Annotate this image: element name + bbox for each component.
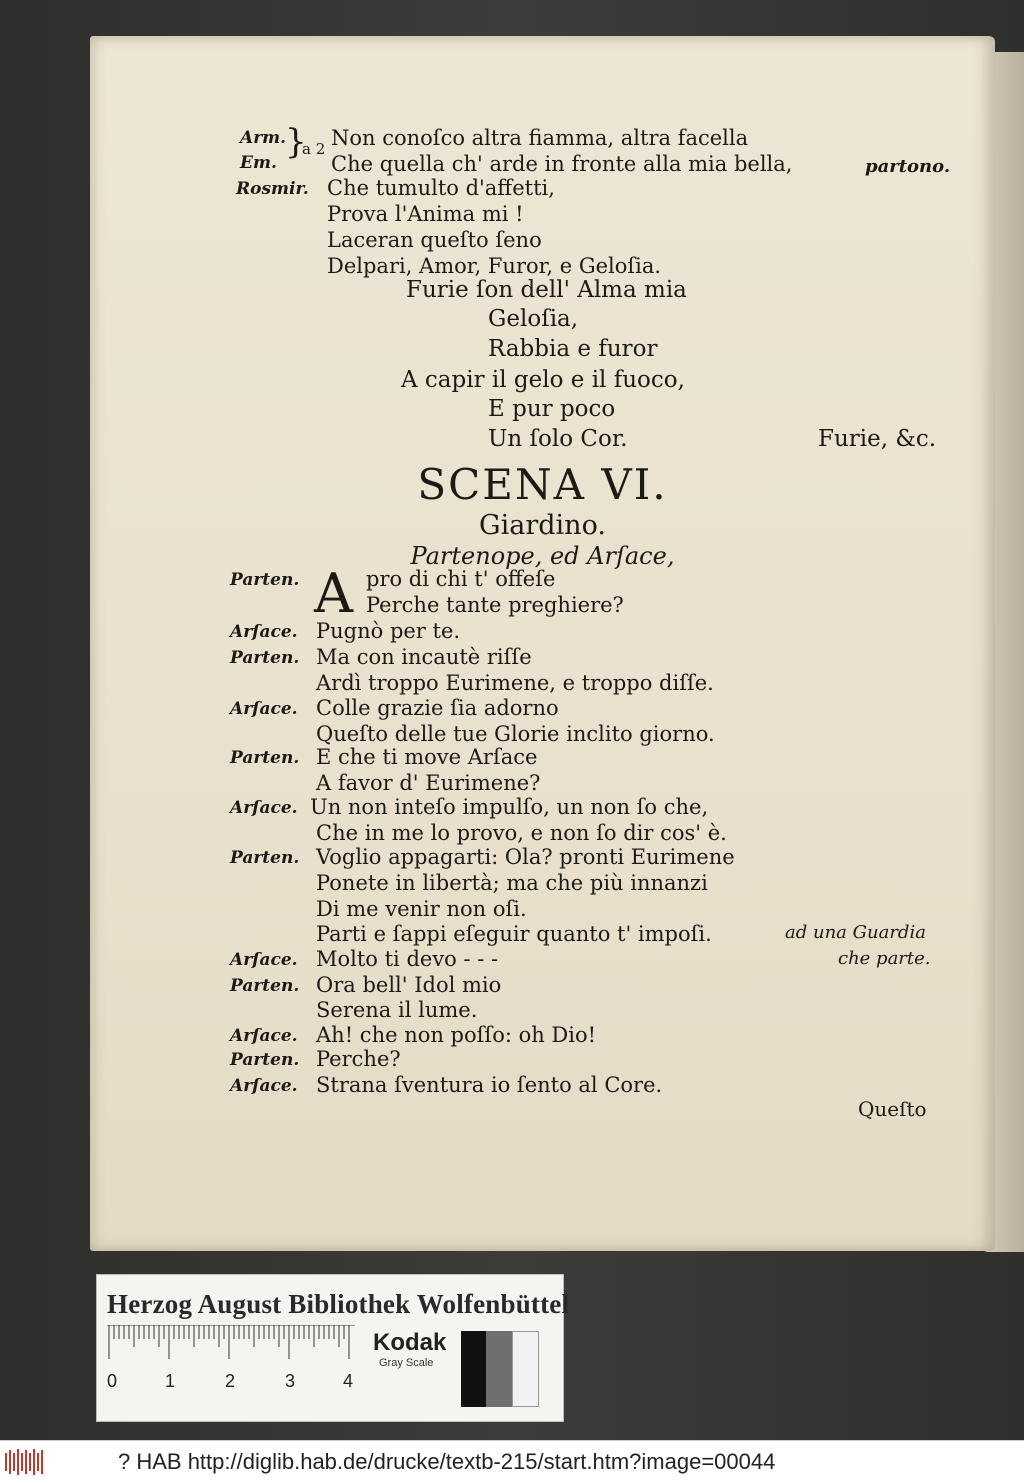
duet-marker: a 2 bbox=[302, 140, 326, 158]
dialogue-line: Ora bell' Idol mio bbox=[316, 973, 502, 997]
speaker-label: Arſace. bbox=[230, 699, 298, 719]
stage-direction: partono. bbox=[865, 156, 951, 177]
ruler-scale bbox=[107, 1325, 357, 1365]
dialogue-line: Queſto delle tue Glorie inclito giorno. bbox=[316, 722, 715, 746]
gray-swatch bbox=[486, 1331, 511, 1407]
library-name: Herzog August Bibliothek Wolfenbüttel bbox=[107, 1289, 570, 1319]
dialogue-line: Parti e ſappi eſeguir quanto t' impoſi. bbox=[316, 922, 712, 946]
source-url[interactable]: ? HAB http://diglib.hab.de/drucke/textb-215/start.htm?image=00044 bbox=[118, 1449, 776, 1474]
dialogue-line: Ma con incautè riſſe bbox=[316, 645, 532, 669]
verse-line: Laceran queſto ſeno bbox=[327, 228, 542, 252]
catchword: Queſto bbox=[858, 1097, 927, 1121]
dialogue-line: Che in me lo provo, e non ſo dir cos' è. bbox=[316, 821, 727, 845]
verse-line: Non conoſco altra fiamma, altra facella bbox=[331, 126, 749, 150]
gray-swatches bbox=[461, 1331, 539, 1407]
duet-brace: } bbox=[285, 122, 307, 162]
scale-number: 1 bbox=[165, 1371, 176, 1391]
aria-line: Geloſia, bbox=[488, 306, 579, 332]
speaker-label: Em. bbox=[240, 153, 277, 173]
black-swatch bbox=[461, 1331, 486, 1407]
scale-number: 3 bbox=[285, 1371, 296, 1391]
speaker-label: Arſace. bbox=[230, 1076, 298, 1096]
dialogue-line: Perche tante preghiere? bbox=[366, 593, 624, 617]
footer-bar bbox=[0, 1440, 1024, 1483]
aria-line: Un ſolo Cor. bbox=[488, 426, 628, 452]
scale-number: 4 bbox=[343, 1371, 354, 1391]
color-target-card bbox=[96, 1274, 570, 1422]
scene-setting: Giardino. bbox=[479, 510, 606, 541]
speaker-label: Parten. bbox=[230, 1050, 300, 1070]
speaker-label: Parten. bbox=[230, 648, 300, 668]
scene-persons: Partenope, ed Arſace, bbox=[410, 542, 675, 570]
stage-direction: che parte. bbox=[838, 948, 931, 969]
barcode-icon bbox=[4, 1447, 44, 1477]
speaker-label: Arm. bbox=[240, 128, 287, 148]
aria-line: Furie ſon dell' Alma mia bbox=[406, 277, 687, 303]
speaker-label: Parten. bbox=[230, 570, 300, 590]
aria-line: Rabbia e furor bbox=[488, 336, 658, 362]
dialogue-line: Perche? bbox=[316, 1047, 401, 1071]
dialogue-line: Ah! che non poſſo: oh Dio! bbox=[316, 1023, 597, 1047]
dialogue-line: Molto ti devo - - - bbox=[316, 947, 499, 971]
gray-scale-label: Gray Scale bbox=[379, 1357, 434, 1369]
scale-number: 2 bbox=[225, 1371, 236, 1391]
dialogue-line: Ardì troppo Eurimene, e troppo diſſe. bbox=[316, 671, 714, 695]
speaker-label: Arſace. bbox=[230, 622, 298, 642]
speaker-label: Parten. bbox=[230, 976, 300, 996]
dialogue-line: Serena il lume. bbox=[316, 998, 478, 1022]
scale-number: 0 bbox=[107, 1371, 118, 1391]
speaker-label: Parten. bbox=[230, 748, 300, 768]
dialogue-line: A favor d' Eurimene? bbox=[316, 771, 541, 795]
stage-direction: ad una Guardia bbox=[785, 922, 926, 943]
kodak-logo: Kodak bbox=[373, 1329, 447, 1356]
scene-title: SCENA VI. bbox=[417, 460, 668, 509]
verse-line: Che tumulto d'affetti, bbox=[327, 176, 555, 200]
dialogue-line: Pugnò per te. bbox=[316, 619, 461, 643]
dialogue-line: Colle grazie ſia adorno bbox=[316, 696, 559, 720]
verse-line: Prova l'Anima mi ! bbox=[327, 202, 524, 226]
dialogue-line: Di me venir non oſi. bbox=[316, 897, 527, 921]
speaker-label: Parten. bbox=[230, 848, 300, 868]
speaker-label: Arſace. bbox=[230, 798, 298, 818]
dialogue-line: E che ti move Arſace bbox=[316, 745, 538, 769]
drop-capital: A bbox=[314, 562, 353, 625]
book-page bbox=[90, 36, 995, 1251]
da-capo-mark: Furie, &c. bbox=[818, 426, 937, 452]
aria-line: E pur poco bbox=[488, 396, 616, 422]
dialogue-line: pro di chi t' offeſe bbox=[366, 567, 556, 591]
dialogue-line: Strana ſventura io ſento al Core. bbox=[316, 1073, 663, 1097]
dialogue-line: Voglio appagarti: Ola? pronti Eurimene bbox=[316, 845, 735, 869]
verse-line: Che quella ch' arde in fronte alla mia bella, bbox=[331, 152, 793, 176]
verse-line: Delpari, Amor, Furor, e Geloſia. bbox=[327, 254, 662, 278]
dialogue-line: Un non inteſo impulſo, un non ſo che, bbox=[310, 795, 709, 819]
dialogue-line: Ponete in libertà; ma che più innanzi bbox=[316, 871, 708, 895]
aria-line: A capir il gelo e il fuoco, bbox=[401, 367, 685, 393]
speaker-label: Arſace. bbox=[230, 950, 298, 970]
speaker-label: Arſace. bbox=[230, 1026, 298, 1046]
speaker-label: Rosmir. bbox=[236, 179, 309, 199]
white-swatch bbox=[512, 1331, 539, 1407]
